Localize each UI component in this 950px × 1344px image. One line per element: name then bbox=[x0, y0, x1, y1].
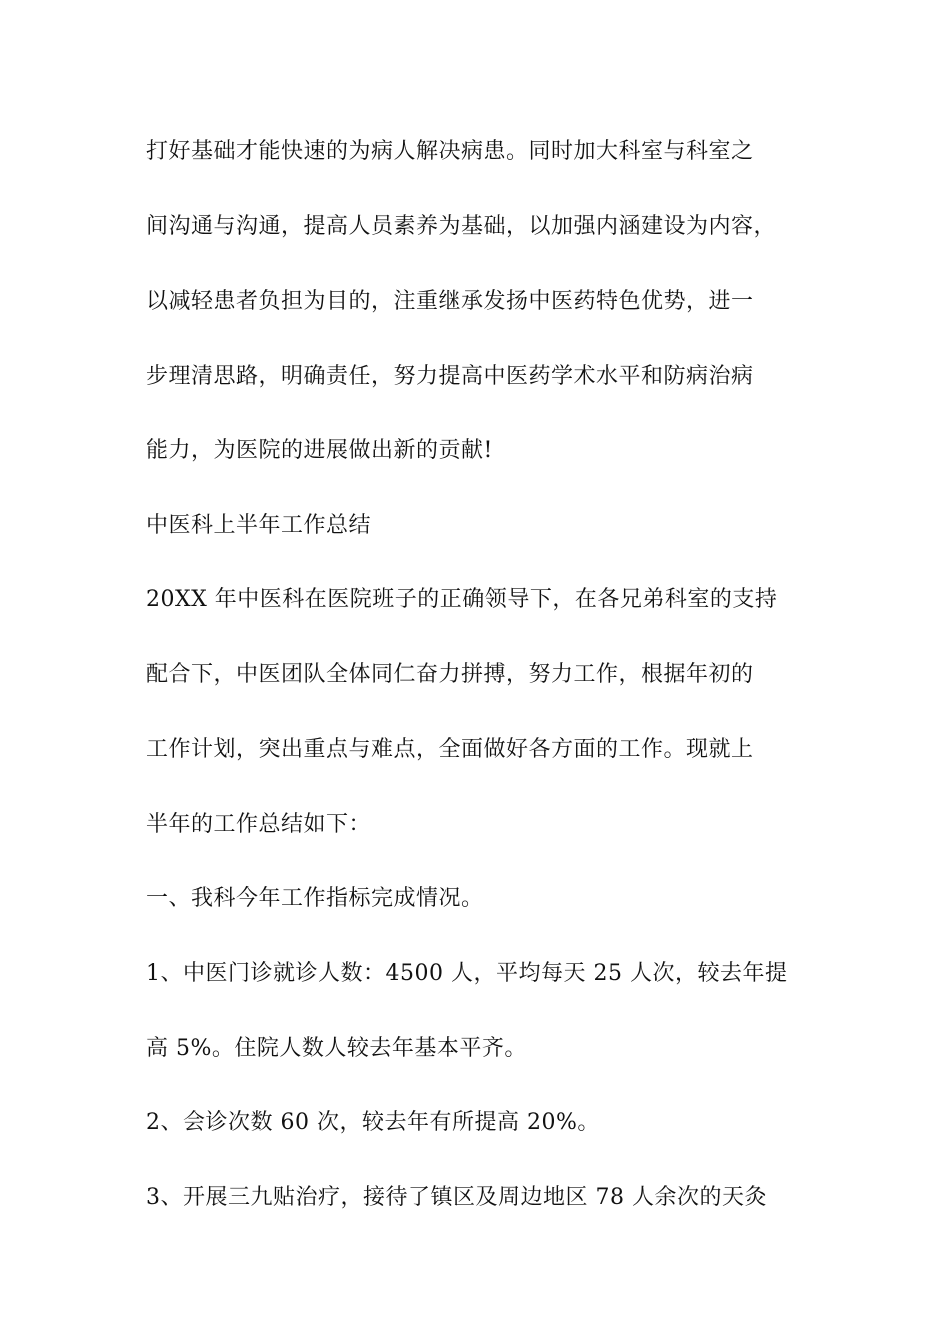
list-item-line: 2、会诊次数 60 次，较去年有所提高 20%。 bbox=[146, 1110, 600, 1135]
list-heading: 一、我科今年工作指标完成情况。 bbox=[146, 886, 484, 911]
paragraph-line: 能力，为医院的进展做出新的贡献! bbox=[146, 438, 493, 463]
paragraph-line: 半年的工作总结如下： bbox=[146, 812, 372, 837]
list-item-line: 3、开展三九贴治疗，接待了镇区及周边地区 78 人余次的天灸 bbox=[146, 1185, 767, 1210]
paragraph-line: 20XX 年中医科在医院班子的正确领导下，在各兄弟科室的支持 bbox=[146, 587, 778, 612]
paragraph-line: 配合下，中医团队全体同仁奋力拼搏，努力工作，根据年初的 bbox=[146, 662, 754, 687]
list-item-line: 高 5%。住院人数人较去年基本平齐。 bbox=[146, 1036, 527, 1061]
paragraph-line: 间沟通与沟通，提高人员素养为基础，以加强内涵建设为内容， bbox=[146, 214, 777, 239]
list-item-line: 1、中医门诊就诊人数：4500 人，平均每天 25 人次，较去年提 bbox=[146, 961, 788, 986]
section-heading: 中医科上半年工作总结 bbox=[146, 513, 372, 538]
paragraph-line: 以减轻患者负担为目的，注重继承发扬中医药特色优势，进一 bbox=[146, 289, 754, 314]
paragraph-line: 打好基础才能快速的为病人解决病患。同时加大科室与科室之 bbox=[146, 139, 754, 164]
paragraph-line: 工作计划，突出重点与难点，全面做好各方面的工作。现就上 bbox=[146, 737, 754, 762]
paragraph-line: 步理清思路，明确责任，努力提高中医药学术水平和防病治病 bbox=[146, 364, 754, 389]
